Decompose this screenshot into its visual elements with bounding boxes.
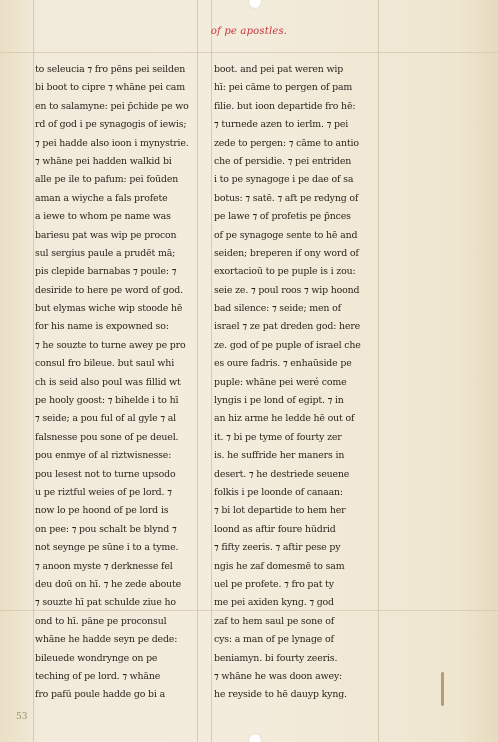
text-line: bileuede wondrynge on pe	[35, 652, 158, 664]
binding-hole-top	[248, 0, 262, 9]
text-line: folkis i pe loonde of canaan:	[214, 486, 343, 498]
text-line: desert. ⁊ he destriede seuene	[214, 468, 350, 480]
text-line: ⁊ he souzte to turne awey pe pro	[35, 339, 186, 351]
text-line: deu doū on hī. ⁊ he zede aboute	[35, 578, 182, 590]
text-line: on pee: ⁊ pou schalt be blynd ⁊	[35, 523, 177, 535]
running-head: of pe apostles.	[210, 26, 288, 37]
margin-rule-right-outer	[378, 0, 379, 742]
binding-hole-bottom	[248, 733, 262, 742]
text-line: pou lesest not to turne upsodo	[35, 468, 176, 480]
text-line: ⁊ pei hadde also ioon i mynystrie.	[35, 137, 189, 149]
text-line: me pei axiden kyng. ⁊ god	[214, 597, 334, 609]
text-line: beniamyn. bi fourty zeeris.	[214, 652, 338, 664]
text-line: es oure fadris. ⁊ enhaūside pe	[214, 358, 352, 370]
text-line: ⁊ souzte hī pat schulde ziue ho	[35, 597, 176, 609]
margin-rule-left-inner	[197, 0, 198, 742]
text-line: israel ⁊ ze pat dreden god: here	[214, 321, 361, 333]
text-line: a iewe to whom pe name was	[35, 211, 171, 223]
text-line: bad silence: ⁊ seide; men of	[214, 303, 341, 315]
text-line: desiride to here pe word of god.	[35, 284, 183, 296]
text-line: of pe synagoge sente to hē and	[214, 229, 358, 241]
text-line: ⁊ whāne pei hadden walkid bi	[35, 155, 172, 167]
text-line: is. he suffride her maners in	[214, 450, 345, 462]
text-line: seiden; breperen if ony word of	[214, 247, 359, 259]
text-line: whāne he hadde seyn pe dede:	[35, 634, 178, 646]
text-line: en to salamyne: pei p̄chide pe wo	[35, 100, 189, 112]
text-line: to seleucia ⁊ fro pēns pei seilden	[35, 64, 186, 75]
text-line: bi boot to cipre ⁊ whāne pei cam	[35, 82, 185, 94]
text-line: u pe riztful weies of pe lord. ⁊	[35, 486, 172, 498]
text-line: zaf to hem saul pe sone of	[214, 615, 335, 627]
text-line: aman a wiyche a fals profete	[35, 192, 168, 204]
text-line: ⁊ anoon myste ⁊ derknesse fel	[35, 560, 173, 572]
text-line: botus: ⁊ satē. ⁊ aft pe redyng of	[214, 192, 359, 204]
text-line: che of persidie. ⁊ pei entriden	[214, 155, 352, 167]
text-line: ngis he zaf domesmē to sam	[214, 560, 345, 572]
text-line: filie. but ioon departide fro hē:	[214, 100, 356, 112]
folio-number: 53	[16, 712, 28, 722]
text-line: pe lawe ⁊ of profetis pe p̄nces	[214, 211, 351, 223]
top-rule	[0, 52, 498, 53]
text-line: fro pafū poule hadde go bi a	[35, 689, 166, 701]
text-line: ⁊ seide; a pou ful of al gyle ⁊ al	[35, 413, 177, 425]
text-line: alle pe ile to pafum: pei foūden	[35, 174, 179, 186]
text-line: an hiz arme he ledde hē out of	[214, 413, 355, 425]
text-line: hī: pei cāme to pergen of pam	[214, 82, 353, 94]
text-line: consul fro bileue. but saul whi	[35, 358, 175, 370]
text-line: puple: whāne pei weré come	[214, 376, 347, 388]
text-line: ⁊ fifty zeeris. ⁊ aftir pese py	[214, 542, 341, 554]
text-line: boot. and pei pat weren wip	[214, 64, 344, 75]
text-line: ze. god of pe puple of israel che	[214, 339, 361, 351]
ink-stain	[441, 672, 444, 706]
text-line: lyngis i pe lond of egipt. ⁊ in	[214, 395, 344, 407]
text-line: pe hooly goost: ⁊ bihelde i to hī	[35, 395, 179, 407]
text-column-right	[214, 61, 376, 705]
text-line: now lo pe hoond of pe lord is	[35, 505, 169, 517]
text-line: not seynge pe sūne i to a tyme.	[35, 542, 179, 554]
text-column-left	[35, 61, 197, 705]
text-line: he reyside to hē dauyp kyng.	[214, 689, 347, 701]
text-line: ⁊ bi lot departide to hem her	[214, 505, 346, 517]
margin-rule-right-inner	[211, 0, 212, 742]
text-line: rd of god i pe synagogis of iewis;	[35, 119, 187, 131]
text-line: seie ze. ⁊ poul roos ⁊ wip hoond	[214, 284, 360, 296]
text-line: pis clepide barnabas ⁊ poule: ⁊	[35, 266, 177, 278]
text-line: ⁊ whāne he was doon awey:	[214, 670, 343, 682]
text-line: falsnesse pou sone of pe deuel.	[35, 431, 179, 443]
text-line: ⁊ turnede azen to ierlm. ⁊ pei	[214, 119, 349, 131]
text-line: i to pe synagoge i pe dae of sa	[214, 174, 354, 186]
text-line: loond as aftir foure hūdrid	[214, 523, 336, 535]
text-line: teching of pe lord. ⁊ whāne	[35, 670, 161, 682]
text-line: ch is seid also poul was fillid wt	[35, 376, 181, 388]
margin-rule-left-outer	[33, 0, 34, 742]
text-line: but elymas wiche wip stoode hē	[35, 303, 183, 315]
text-line: zede to pergen: ⁊ cāme to antio	[214, 137, 359, 149]
text-line: ond to hī. pāne pe proconsul	[35, 615, 167, 627]
text-line: sul sergius paule a prudēt mā;	[35, 247, 176, 259]
text-line: bariesu pat was wip pe procon	[35, 229, 177, 241]
text-line: pou enmye of al riztwisnesse:	[35, 450, 172, 462]
text-line: for his name is expowned so:	[35, 321, 169, 333]
text-line: it. ⁊ bi pe tyme of fourty zer	[214, 431, 342, 443]
text-line: exortacioū to pe puple is i zou:	[214, 266, 356, 278]
text-line: cys: a man of pe lynage of	[214, 634, 334, 646]
text-line: uel pe profete. ⁊ fro pat ty	[214, 578, 334, 590]
